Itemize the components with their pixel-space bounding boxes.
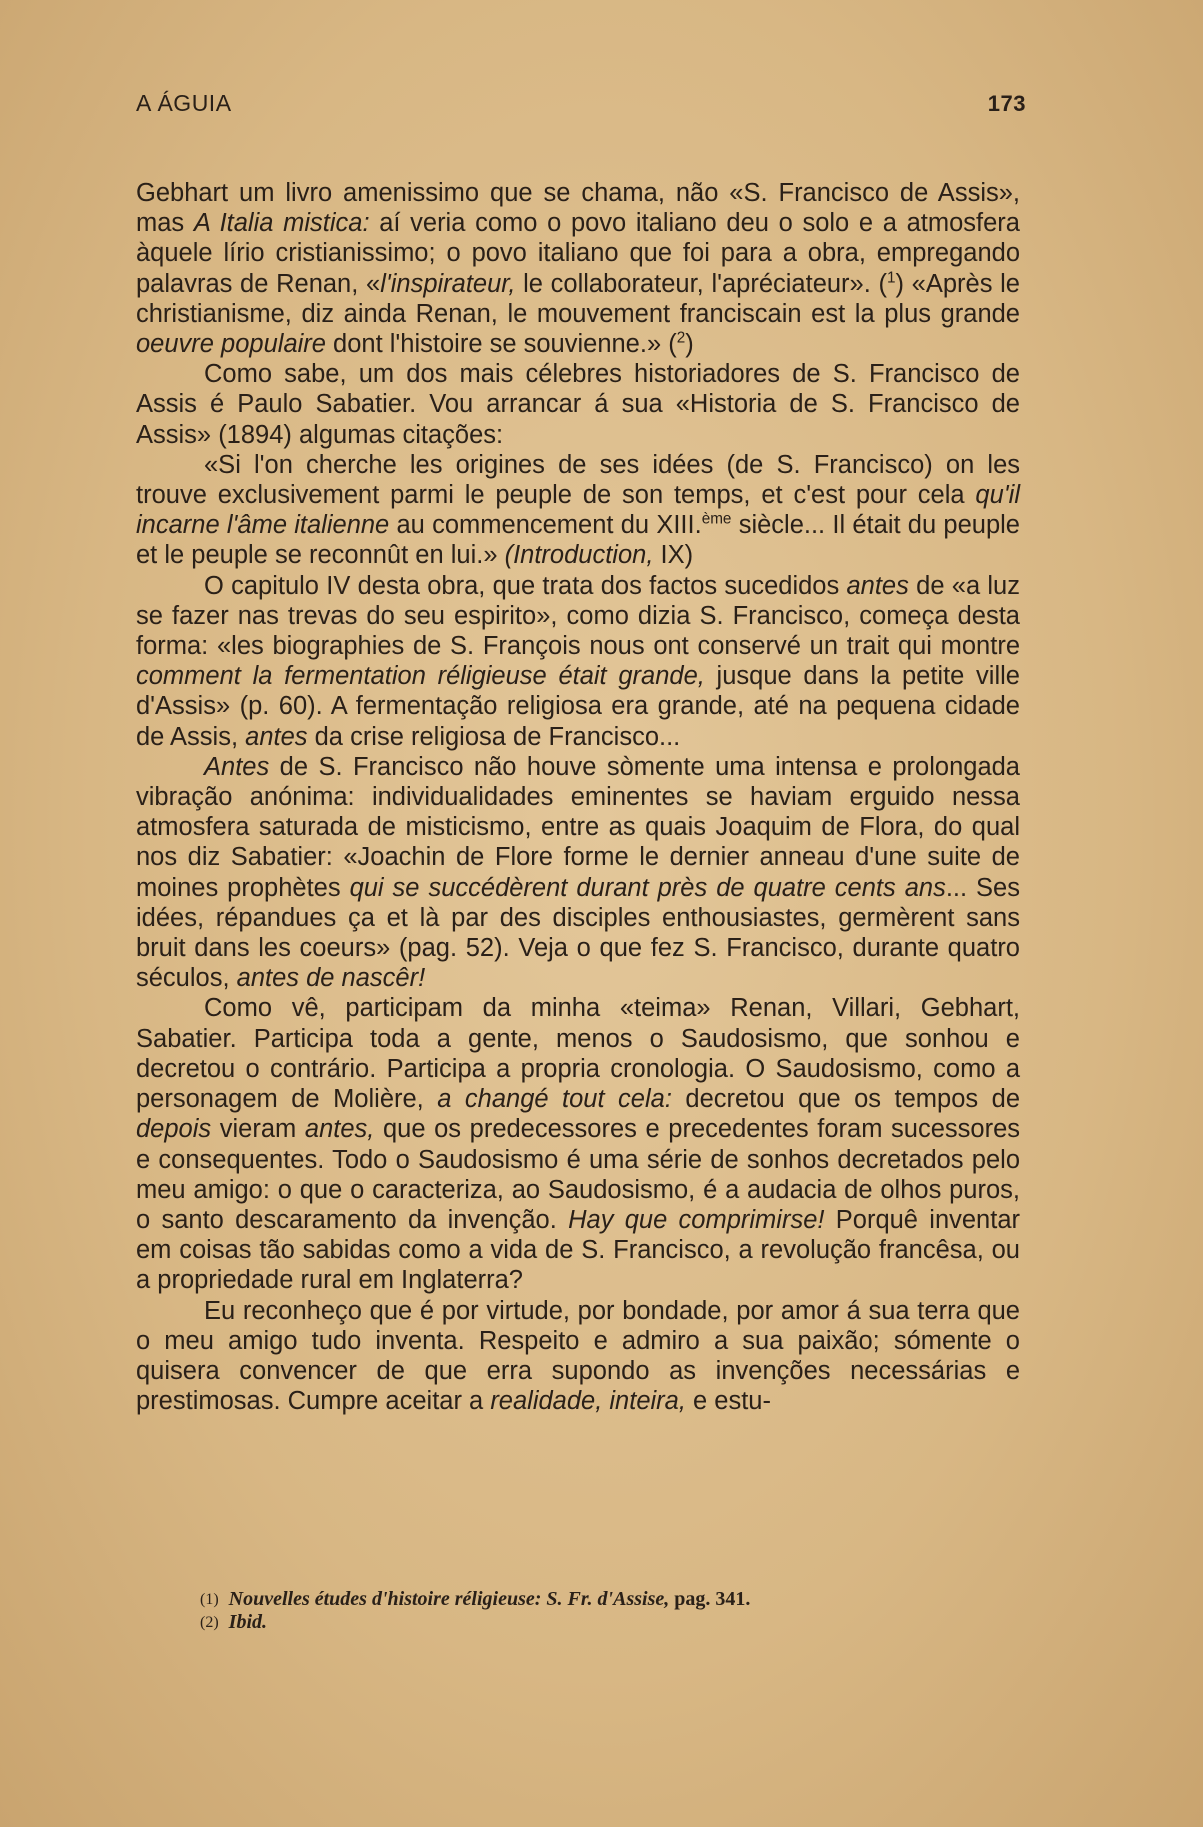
text-run: Porquê inventar em coisas tão sabidas como a vida de S. Francisco, a revolução francêsa, ou a propriedade rural em Inglaterra? — [136, 1205, 1020, 1295]
text-run: ) — [685, 330, 694, 359]
running-title: A ÁGUIA — [136, 90, 232, 116]
text-run: vieram — [211, 1115, 305, 1144]
paragraph — [136, 571, 1020, 752]
text-run: siècle... Il était du peuple et le peuple se reconnût en lui.» — [136, 511, 1020, 570]
footnote-mark: (2) — [200, 1614, 219, 1631]
italic-text: l'inspirateur, — [380, 269, 516, 298]
paragraph — [136, 1296, 1020, 1417]
footnote-mark: (1) — [200, 1591, 219, 1608]
text-run: O capitulo IV desta obra, que trata dos factos sucedidos — [204, 571, 847, 600]
italic-text: antes — [846, 571, 909, 600]
page-number: 173 — [987, 91, 1026, 116]
footnotes — [200, 1588, 960, 1634]
italic-text: realidade, inteira, — [490, 1387, 686, 1416]
italic-text: oeuvre populaire — [136, 330, 326, 359]
italic-text: Hay que comprimirse! — [568, 1205, 825, 1234]
italic-text: qu'il incarne l'âme italienne — [136, 481, 1020, 540]
footnote-ref: 1 — [886, 269, 896, 287]
text-run: Gebhart um livro amenissimo que se chama, não «S. Francisco de Assis», mas — [136, 179, 1020, 238]
text-run: ... Ses idées, répandues ça et là par des disciples enthousiastes, germèrent sans bruit dans les coeurs» (pag. 52). Veja o que fez S. Francisco, durante quatro séculos, — [136, 873, 1020, 993]
footnote-text: Ibid. — [228, 1611, 267, 1633]
italic-text: antes, — [304, 1115, 375, 1144]
text-run: Como sabe, um dos mais célebres historiadores de S. Francisco de Assis é Paulo Sabatier. Vou arrancar á sua «Historia de S. Francisco de Assis» (1894) algumas citações: — [136, 360, 1020, 449]
italic-text: qui se succédèrent durant près de quatre cents ans — [349, 873, 946, 902]
paragraph — [136, 178, 1020, 359]
footnote-text: Nouvelles études d'histoire réligieuse: S. Fr. d'Assise, — [228, 1588, 670, 1610]
italic-text: A Italia mistica: — [193, 209, 370, 238]
text-run: «Si l'on cherche les origines de ses idées (de S. Francisco) on les trouve exclusivement parmi le peuple de son temps, et c'est pour cela — [136, 450, 1020, 510]
text-run: aí veria como o povo italiano deu o solo e a atmosfera àquele lírio cristianissimo; o povo italiano que foi para a obra, empregando palavras de Renan, « — [136, 209, 1020, 298]
italic-text: depois — [136, 1115, 212, 1144]
footnote-body — [229, 1588, 751, 1611]
text-run: decretou que os tempos de — [671, 1085, 1020, 1114]
text-run: Eu reconheço que é por virtude, por bondade, por amor á sua terra que o meu amigo tudo inventa. Respeito e admiro a sua paixão; sómente o quisera convencer de que erra supondo as invenções necessárias e prestimosas. Cumpre aceitar a — [136, 1296, 1020, 1416]
text-run: dont l'histoire se souvienne.» ( — [325, 330, 677, 359]
text-run: e estu- — [685, 1387, 771, 1416]
body-text — [136, 178, 1020, 1416]
text-run: jusque dans la petite ville d'Assis» (p. 60). A fermentação religiosa era grande, até na pequena cidade de Assis, — [136, 662, 1020, 751]
footnote-page: pag. 341. — [669, 1588, 751, 1610]
text-run: que os predecessores e precedentes foram sucessores e consequentes. Todo o Saudosismo é uma série de sonhos decretados pelo meu amigo: o que o caracteriza, ao Saudosismo, é a audacia de olhos puros, o santo descaramento da invenção. — [136, 1115, 1021, 1234]
text-run: au commencement du XIII. — [389, 511, 702, 540]
italic-text: comment la fermentation réligieuse était grande, — [136, 662, 705, 691]
text-run: Como vê, participam da minha «teima» Renan, Villari, Gebhart, Sabatier. Participa toda a gente, menos o Saudosismo, que sonhou e decretou o contrário. Participa a propria cronologia. O Saudosismo, como a personagem de Molière, — [136, 994, 1020, 1114]
text-run: de S. Francisco não houve sòmente uma intensa e prolongada vibração anónima: individualidades eminentes se haviam erguido nessa atmosfera saturada de misticismo, entre as quais Joaquim de Flora, do qual nos diz Sabatier: «Joachin de Flore forme le dernier anneau d'une suite de moines prophètes — [136, 752, 1020, 902]
text-run: IX) — [653, 541, 694, 570]
paragraph — [136, 450, 1020, 571]
text-run: de «a luz se fazer nas trevas do seu espirito», como dizia S. Francisco, começa desta forma: «les biographies de S. François nous ont conservé un trait qui montre — [136, 571, 1020, 661]
paragraph — [136, 752, 1020, 994]
footnote-ref: 2 — [676, 329, 686, 347]
paragraph — [136, 993, 1020, 1295]
footnote-ref: ème — [701, 510, 732, 528]
text-run: ) «Après le christianisme, diz ainda Renan, le mouvement franciscain est la plus grande — [136, 269, 1020, 328]
italic-text: a changé tout cela: — [437, 1085, 672, 1114]
text-run: da crise religiosa de Francisco... — [307, 722, 681, 751]
text-run: le collaborateur, l'apréciateur». ( — [515, 269, 887, 298]
footnote — [200, 1588, 960, 1611]
footnote-body — [229, 1611, 267, 1634]
footnote — [200, 1611, 960, 1634]
italic-text: (Introduction, — [504, 541, 654, 570]
italic-text: antes — [245, 722, 308, 751]
italic-text: Antes — [204, 752, 270, 781]
paragraph — [136, 359, 1020, 450]
page-header — [136, 90, 1026, 117]
italic-text: antes de nascêr! — [236, 964, 426, 993]
